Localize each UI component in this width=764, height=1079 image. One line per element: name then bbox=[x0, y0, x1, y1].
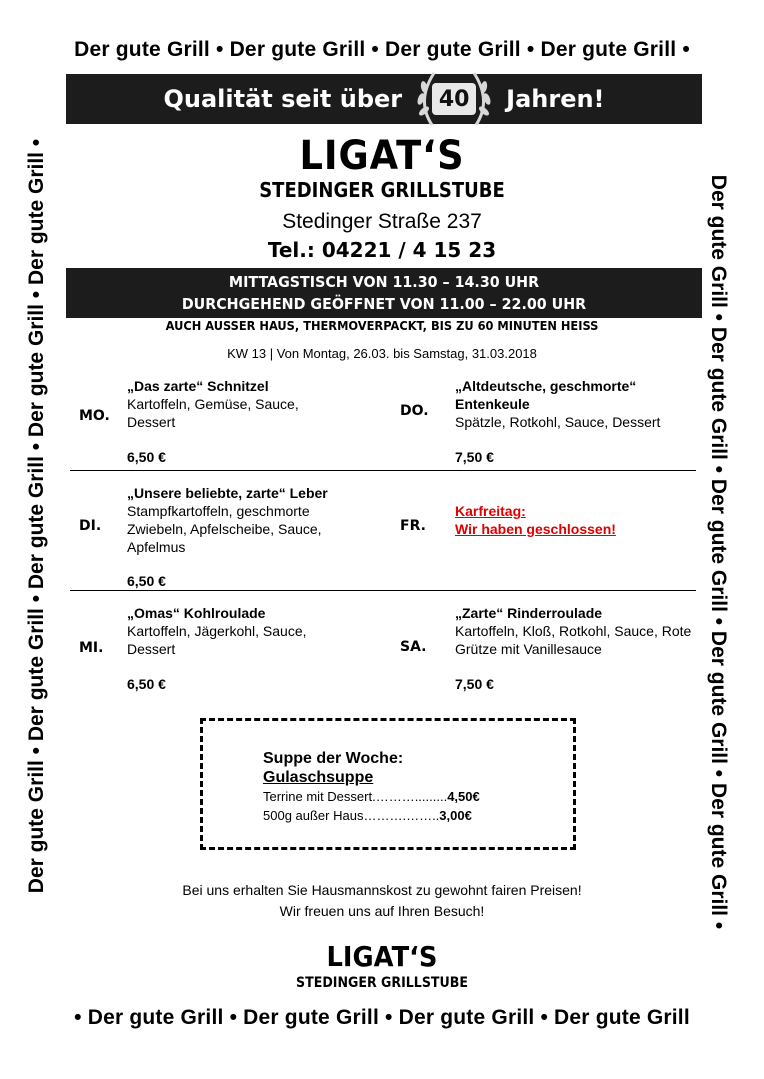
row-divider bbox=[70, 590, 696, 591]
hours-lunch: MITTAGSTISCH VON 11.30 – 14.30 UHR bbox=[228, 273, 540, 291]
quality-banner bbox=[66, 74, 702, 124]
dish-desc: Kartoffeln, Kloß, Rotkohl, Sauce, Rote Grütze mit Vanillesauce bbox=[455, 623, 692, 657]
closed-notice-title: Karfreitag: bbox=[455, 503, 526, 519]
border-text-top: Der gute Grill • Der gute Grill • Der gute Grill • Der gute Grill • bbox=[74, 38, 690, 61]
takeaway-note: AUCH AUSSER HAUS, THERMOVERPACKT, BIS ZU 60 MINUTEN HEISS bbox=[165, 319, 599, 333]
hours-open: DURCHGEHEND GEÖFFNET VON 11.00 – 22.00 UHR bbox=[181, 295, 587, 313]
soup-item-price: 4,50€ bbox=[447, 789, 480, 804]
dish-mo bbox=[127, 377, 347, 431]
closed-notice-text: Wir haben geschlossen! bbox=[455, 521, 616, 537]
opening-hours-banner bbox=[66, 268, 702, 318]
day-label-fr: FR. bbox=[400, 518, 426, 534]
footer-logo-subtitle: STEDINGER GRILLSTUBE bbox=[296, 975, 468, 991]
price-di: 6,50 € bbox=[127, 573, 166, 589]
price-sa: 7,50 € bbox=[455, 676, 494, 692]
closing-message bbox=[0, 880, 764, 922]
price-mi: 6,50 € bbox=[127, 676, 166, 692]
dish-mi bbox=[127, 604, 347, 658]
day-label-mi: MI. bbox=[79, 640, 104, 656]
dish-title: „Altdeutsche, geschmorte“ Entenkeule bbox=[455, 378, 637, 412]
border-text-left: Der gute Grill • Der gute Grill • Der gute Grill • Der gute Grill • Der gute Grill • bbox=[25, 138, 48, 894]
week-range: KW 13 | Von Montag, 26.03. bis Samstag, 31.03.2018 bbox=[227, 346, 537, 361]
soup-name: Gulaschsuppe bbox=[263, 769, 374, 786]
closing-line-2: Wir freuen uns auf Ihren Besuch! bbox=[279, 903, 485, 919]
banner-text-left: Qualität seit über bbox=[163, 85, 403, 113]
logo-subtitle: STEDINGER GRILLSTUBE bbox=[259, 178, 505, 202]
dish-desc: Stampfkartoffeln, geschmorte Zwiebeln, Apfelscheibe, Sauce, Apfelmus bbox=[127, 503, 322, 555]
day-label-do: DO. bbox=[400, 403, 429, 419]
dish-do bbox=[455, 377, 695, 431]
anniversary-number: 40 bbox=[432, 83, 476, 115]
dish-desc: Kartoffeln, Jägerkohl, Sauce, Dessert bbox=[127, 623, 307, 657]
soup-item-label: Terrine mit Dessert.………......... bbox=[263, 789, 448, 804]
day-label-mo: MO. bbox=[79, 408, 110, 424]
price-do: 7,50 € bbox=[455, 449, 494, 465]
soup-item-price: 3,00€ bbox=[439, 808, 472, 823]
day-label-di: DI. bbox=[79, 518, 102, 534]
border-text-bottom: • Der gute Grill • Der gute Grill • Der gute Grill • Der gute Grill bbox=[74, 1006, 690, 1029]
dish-title: „Unsere beliebte, zarte“ Leber bbox=[127, 485, 328, 501]
row-divider bbox=[70, 470, 696, 471]
address: Stedinger Straße 237 bbox=[282, 210, 482, 233]
dish-sa bbox=[455, 604, 695, 658]
border-text-right: Der gute Grill • Der gute Grill • Der gute Grill • Der gute Grill • Der gute Grill • bbox=[707, 174, 730, 930]
dish-desc: Kartoffeln, Gemüse, Sauce, Dessert bbox=[127, 396, 299, 430]
dish-desc: Spätzle, Rotkohl, Sauce, Dessert bbox=[455, 414, 661, 430]
phone: Tel.: 04221 / 4 15 23 bbox=[267, 238, 497, 262]
dish-title: „Zarte“ Rinderroulade bbox=[455, 605, 603, 621]
anniversary-badge bbox=[412, 75, 496, 123]
soup-item-label: 500g außer Haus……….…….. bbox=[263, 808, 440, 823]
logo-name: LIGAT‘S bbox=[299, 133, 465, 179]
price-mo: 6,50 € bbox=[127, 449, 166, 465]
soup-content bbox=[263, 749, 480, 825]
soup-of-the-week-box bbox=[200, 718, 576, 850]
footer-logo-name: LIGAT‘S bbox=[326, 940, 438, 973]
laurel-wreath-icon bbox=[412, 67, 496, 131]
day-label-sa: SA. bbox=[400, 639, 427, 655]
closing-line-1: Bei uns erhalten Sie Hausmannskost zu gewohnt fairen Preisen! bbox=[182, 882, 582, 898]
dish-title: „Omas“ Kohlroulade bbox=[127, 605, 266, 621]
soup-heading: Suppe der Woche: bbox=[263, 750, 404, 767]
banner-text-right: Jahren! bbox=[506, 85, 605, 113]
soup-item-terrine bbox=[263, 787, 480, 806]
dish-di bbox=[127, 484, 362, 556]
dish-title: „Das zarte“ Schnitzel bbox=[127, 378, 269, 394]
notice-fr bbox=[455, 502, 695, 538]
soup-item-takeaway bbox=[263, 806, 480, 825]
